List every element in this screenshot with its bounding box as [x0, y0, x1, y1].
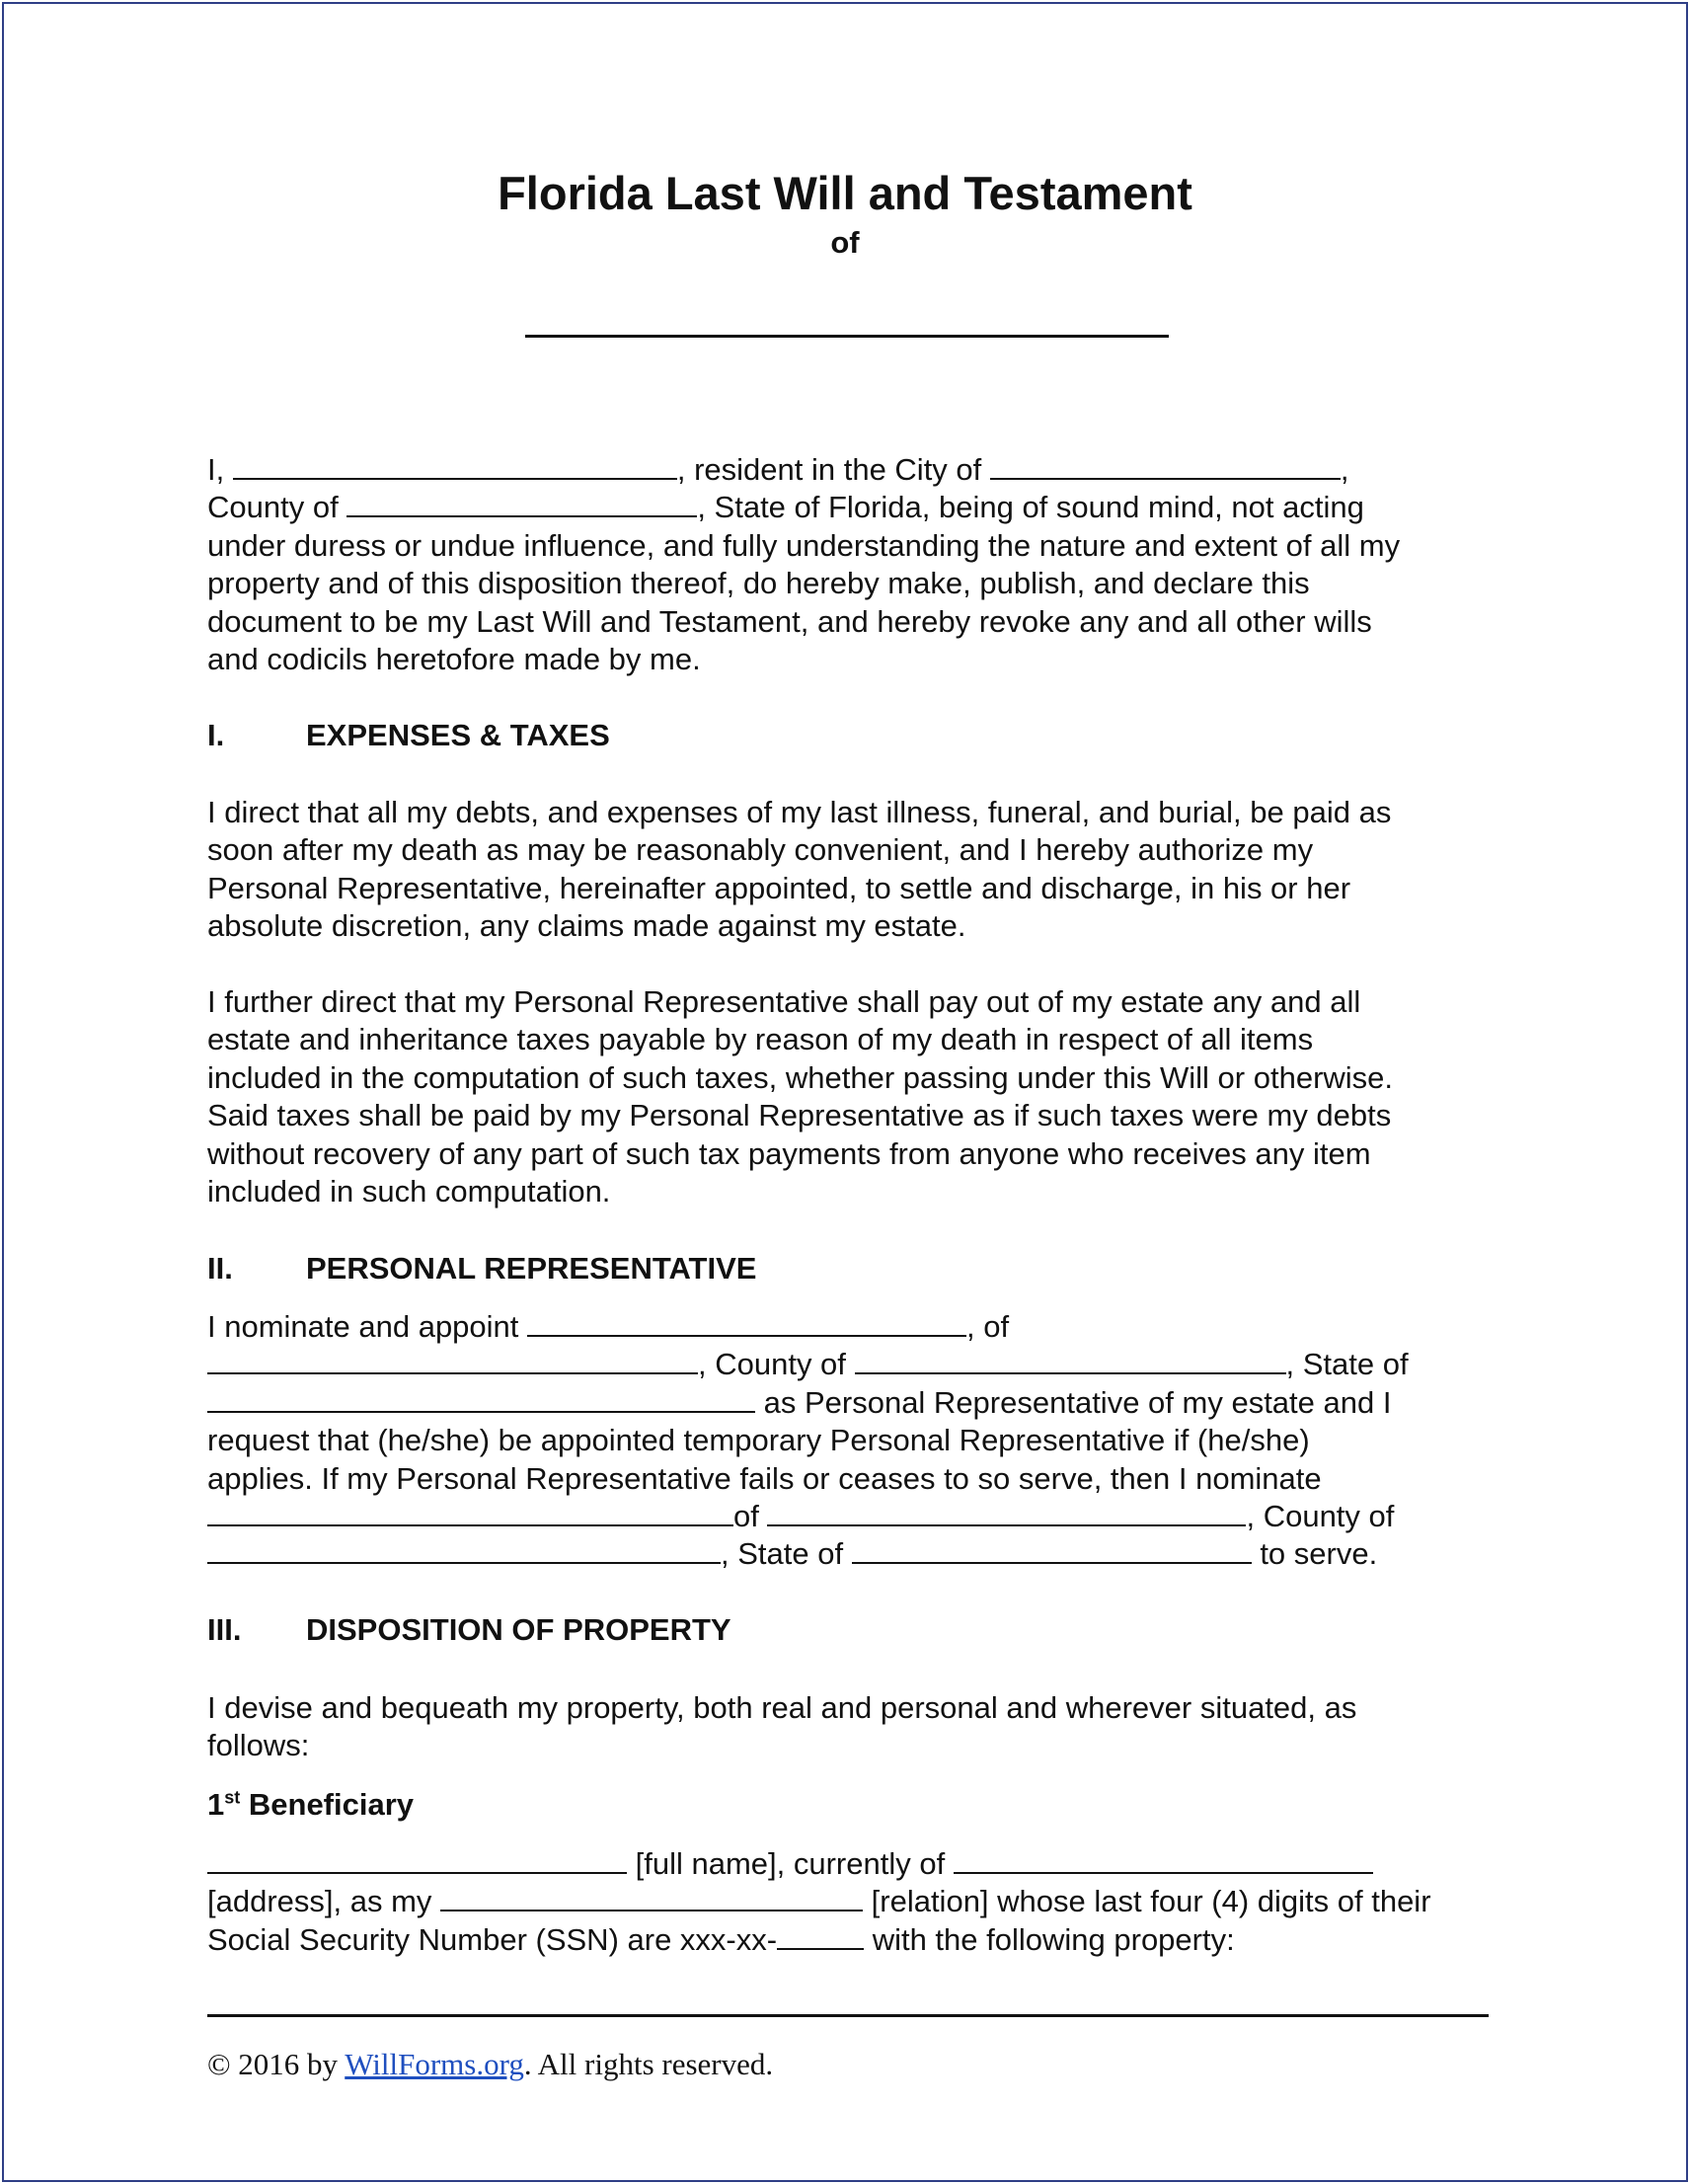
representative-name-field[interactable]	[527, 1309, 966, 1337]
intro-paragraph: I, , resident in the City of , County of , State of Florida, being of sound mind, not acting under duress or undue influence, and fully understanding the nature and extent of all my property and of this disposition thereof, do hereby make, publish, and declare this document to be my Last Will and Testament, and hereby revoke any and all other wills and codicils heretofore made by me.	[207, 452, 1401, 677]
alternate-representative-state-field[interactable]	[852, 1536, 1252, 1564]
document-page	[2, 2, 1688, 2182]
city-field[interactable]	[990, 452, 1341, 480]
beneficiary-name-field[interactable]	[207, 1846, 627, 1874]
first-beneficiary-paragraph: [full name], currently of [address], as my [relation] whose last four (4) digits of their Social Security Number (SSN) are xxx-xx- with the following property:	[207, 1846, 1431, 1957]
alternate-representative-name-field[interactable]	[207, 1499, 733, 1526]
copyright-footer: © 2016 by WillForms.org. All rights reserved.	[207, 2047, 774, 2081]
willforms-link[interactable]: WillForms.org	[345, 2047, 524, 2081]
section-heading-personal-representative: II. PERSONAL REPRESENTATIVE	[207, 1251, 757, 1286]
first-beneficiary-heading: 1st Beneficiary	[207, 1787, 415, 1822]
beneficiary-ssn-field[interactable]	[777, 1922, 864, 1950]
section-heading-disposition: III. DISPOSITION OF PROPERTY	[207, 1612, 731, 1647]
alternate-representative-city-field[interactable]	[767, 1499, 1246, 1526]
alternate-representative-county-field[interactable]	[207, 1536, 721, 1564]
beneficiary-address-field[interactable]	[954, 1846, 1373, 1874]
disposition-paragraph: I devise and bequeath my property, both real and personal and wherever situated, as follows:	[207, 1690, 1357, 1763]
taxes-paragraph: I further direct that my Personal Representative shall pay out of my estate any and all estate and inheritance taxes payable by reason of my death in respect of all items included in the computation of such taxes, whether passing under this Will or otherwise. Said taxes shall be paid by my Personal Representative as if such taxes were my debts without recovery of any part of such tax payments from anyone who receives any item included in such computation.	[207, 984, 1394, 1209]
section-heading-expenses: I. EXPENSES & TAXES	[207, 718, 610, 752]
property-description-line[interactable]	[207, 2014, 1489, 2017]
document-title: Florida Last Will and Testament	[498, 167, 1192, 219]
document-subtitle: of	[830, 225, 860, 260]
expenses-paragraph: I direct that all my debts, and expenses of my last illness, funeral, and burial, be paid as soon after my death as may be reasonably convenient, and I hereby authorize my Personal Representative, hereinafter appointed, to settle and discharge, in his or her absolute discretion, any claims made against my estate.	[207, 795, 1392, 944]
representative-state-field[interactable]	[207, 1385, 755, 1413]
representative-county-field[interactable]	[855, 1347, 1286, 1374]
county-field[interactable]	[346, 490, 697, 517]
representative-city-field[interactable]	[207, 1347, 698, 1374]
testator-name-blank[interactable]	[525, 335, 1169, 338]
beneficiary-relation-field[interactable]	[440, 1884, 863, 1911]
personal-representative-paragraph: I nominate and appoint , of , County of , State of as Personal Representative of my estate and I request that (he/she) be appointed temporary Personal Representative if (he/she) applies. If my Personal Representative fails or ceases to so serve, then I nominate of , County of , State of to serve.	[207, 1309, 1409, 1572]
testator-name-field[interactable]	[233, 452, 677, 480]
